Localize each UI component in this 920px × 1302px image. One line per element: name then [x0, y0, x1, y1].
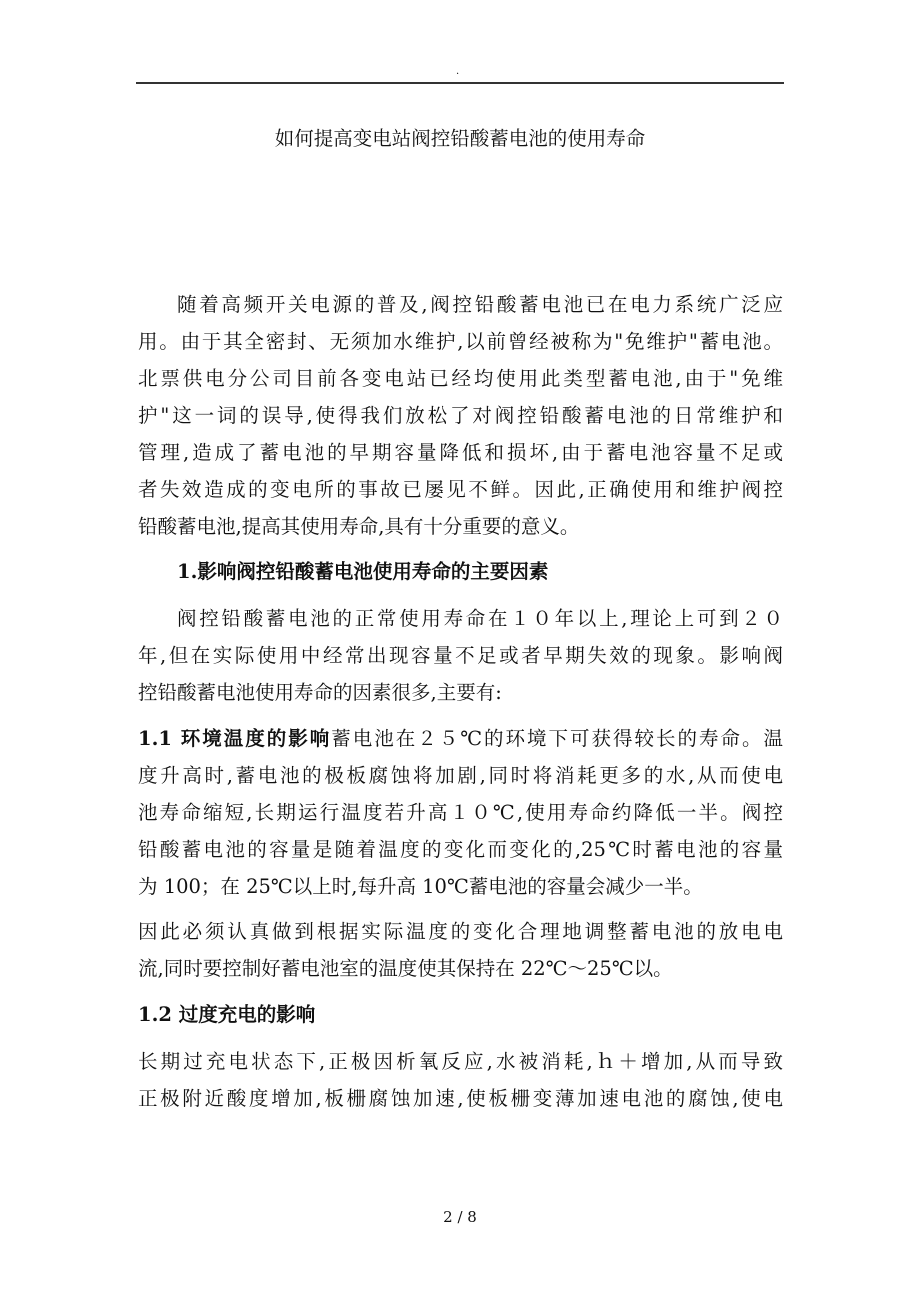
paragraph-line: 者失效造成的变电所的事故已屡见不鲜。因此,正确使用和维护阀控: [138, 478, 783, 501]
paragraph-line: 阀控铅酸蓄电池的正常使用寿命在１０年以上,理论上可到２０: [177, 607, 783, 630]
paragraph-line: 随着高频开关电源的普及,阀控铅酸蓄电池已在电力系统广泛应: [177, 293, 783, 316]
paragraph-line: 因此必须认真做到根据实际温度的变化合理地调整蓄电池的放电电: [138, 920, 783, 943]
paragraph-line: 铅酸蓄电池,提高其使用寿命,具有十分重要的意义。: [138, 515, 580, 538]
paragraph-line: 年,但在实际使用中经常出现容量不足或者早期失效的现象。影响阀: [138, 644, 783, 667]
paragraph-line: 控铅酸蓄电池使用寿命的因素很多,主要有:: [138, 681, 502, 704]
page-number: 2 / 8: [443, 1208, 477, 1226]
paragraph-line: 护"这一词的误导,使得我们放松了对阀控铅酸蓄电池的日常维护和: [138, 404, 783, 427]
section-heading-1: 1.影响阀控铅酸蓄电池使用寿命的主要因素: [177, 560, 549, 583]
paragraph-line: 长期过充电状态下,正极因析氧反应,水被消耗,ｈ＋增加,从而导致: [138, 1050, 783, 1073]
paragraph-line: 北票供电分公司目前各变电站已经均使用此类型蓄电池,由于"免维: [138, 367, 783, 390]
paragraph-line: 度升高时,蓄电池的极板腐蚀将加剧,同时将消耗更多的水,从而使电: [138, 764, 783, 787]
header-dot: .: [456, 66, 460, 77]
paragraph-line: 用。由于其全密封、无须加水维护,以前曾经被称为"免维护"蓄电池。: [138, 330, 783, 353]
paragraph-line: 池寿命缩短,长期运行温度若升高１０℃,使用寿命约降低一半。阀控: [138, 801, 783, 824]
paragraph-line: [138, 727, 783, 751]
section-heading-1-1: 1.1 环境温度的影响: [138, 727, 332, 750]
inline-text: 蓄电池在２５℃的环境下可获得较长的寿命。温: [331, 727, 783, 750]
paragraph-line: 流,同时要控制好蓄电池室的温度使其保持在 22℃～25℃以。: [138, 957, 673, 980]
header-rule: [136, 82, 784, 84]
paragraph-line: 管理,造成了蓄电池的早期容量降低和损坏,由于蓄电池容量不足或: [138, 441, 783, 464]
document-title: 如何提高变电站阀控铅酸蓄电池的使用寿命: [274, 127, 646, 150]
paragraph-line: 为 100；在 25℃以上时,每升高 10℃蓄电池的容量会减少一半。: [138, 875, 703, 898]
section-heading-1-2: 1.2 过度充电的影响: [138, 1003, 316, 1026]
paragraph-line: 正极附近酸度增加,板栅腐蚀加速,使板栅变薄加速电池的腐蚀,使电: [138, 1087, 783, 1110]
paragraph-line: 铅酸蓄电池的容量是随着温度的变化而变化的,25℃时蓄电池的容量: [138, 838, 783, 861]
